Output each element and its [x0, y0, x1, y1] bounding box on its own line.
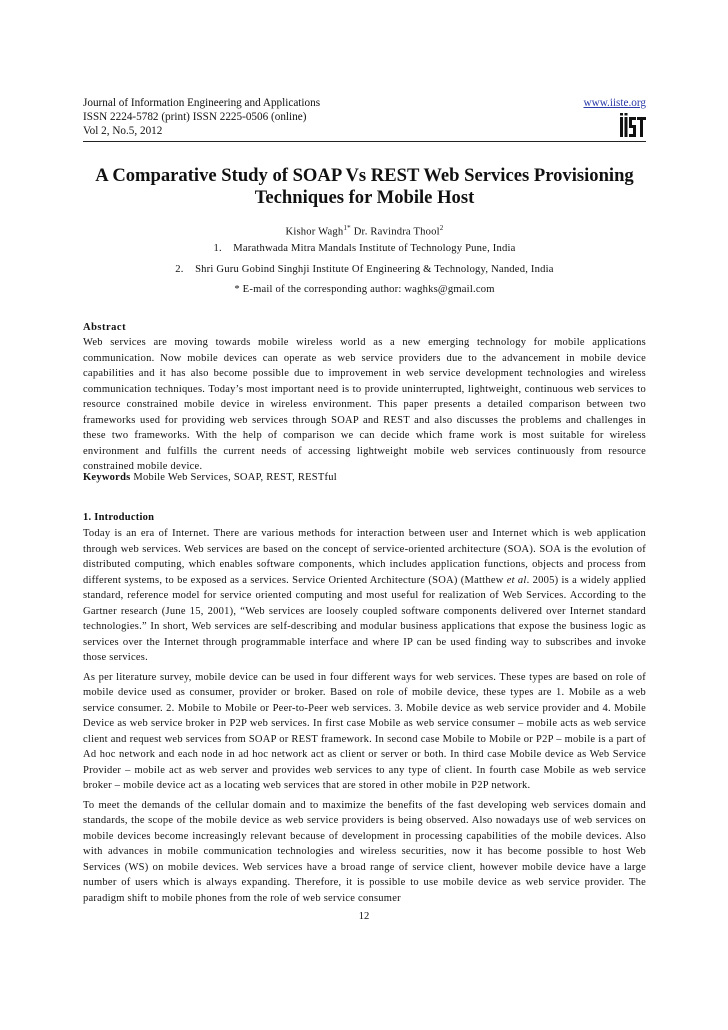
keywords-text: Mobile Web Services, SOAP, REST, RESTful	[130, 472, 337, 483]
keywords-label: Keywords	[83, 472, 131, 483]
affiliation-2	[83, 263, 646, 277]
author-2: Dr. Ravindra Thool	[353, 226, 440, 238]
affiliation-1-number: 1.	[213, 243, 222, 254]
journal-name: Journal of Information Engineering and Applications	[83, 97, 321, 109]
paper-title-line-1: A Comparative Study of SOAP Vs REST Web Services Provisioning	[95, 165, 634, 186]
affiliation-1	[83, 242, 646, 256]
abstract-heading: Abstract	[83, 322, 127, 333]
paper-title-line-2: Techniques for Mobile Host	[254, 187, 475, 208]
abstract-body: Web services are moving towards mobile wireless world as a new emerging technology for mobile applications communication. Now mobile devices can operate as web service providers due to the advancement in mobile device capabilities and it has also become possible due to improvement in web service development technologies and wireless communication techniques. Today’s most important need is to provide uninterrupted, lightweight, continuous web services to resource constrained mobile device in wireless environment. This paper presents a detailed comparison between two frameworks used for providing web services through SOAP and REST and also discusses the problems and challenges in these two frameworks. With the help of comparison we can decide which frame work is most suitable for wireless environment and fulfills the current needs of accessing lightweight mobile web services continuously from resource constrained mobile device.	[83, 337, 646, 472]
affiliation-2-text: Shri Guru Gobind Singhji Institute Of Engineering & Technology, Nanded, India	[195, 264, 554, 275]
iiste-logo-icon	[620, 113, 646, 137]
intro-paragraph-2: As per literature survey, mobile device can be used in four different ways for web services. These types are based on role of mobile device used as consumer, provider or broker. Based on role of mobile device, these types are 1. Mobile as a web service consumer. 2. Mobile to Mobile or Peer-to-Peer web services. 3. Mobile device as web service provider and 4. Mobile Device as web service broker in P2P web services. In first case Mobile as web service consumer – mobile acts as web service client and request web services from SOAP or REST framework. In second case Mobile to Mobile or P2P – mobile is a part of Ad hoc network and each node in ad hoc network act as client or server or both. In third case Mobile device as Web Service Provider – mobile act as web server and provides web services to any type of client. In fourth case Mobile as web service broker – mobile device act as a locating web services that are stored in other mobile in P2P network.	[83, 671, 646, 791]
intro-paragraph-1	[83, 526, 646, 666]
author-1-mark: 1*	[343, 224, 351, 232]
affiliation-2-number: 2.	[175, 264, 184, 275]
author-list	[83, 221, 646, 240]
intro-p1-part-a: Today is an era of Internet. There are various methods for interaction between user and Internet which is web application through web services. Web services are based on the concept of service-oriented architecture (SOA). SOA is the evolution of distributed computing, which enables software components, which includes application functions, objects and process from different systems, to be exposed as a services. Service Oriented Architecture (SOA) (Matthew	[83, 528, 646, 586]
author-2-mark: 2	[439, 224, 444, 232]
page-number: 12	[358, 911, 370, 922]
header-divider	[83, 141, 646, 142]
affiliation-1-text: Marathwada Mitra Mandals Institute of Technology Pune, India	[233, 243, 516, 254]
intro-p1-part-b: . 2005) is a widely applied standard, reference model for service oriented computing and most useful for realization of Web Services. According to the Gartner research (June 15, 2001), “Web services are loosely coupled software components delivered over Internet standard technologies.” In short, Web services are self-describing and modular business applications that expose the business logic as services over the Internet through programmable interface and where IP can be used finding way to subscribes and invoke those services.	[83, 574, 646, 663]
author-1: Kishor Wagh	[285, 226, 344, 238]
corresponding-email: * E-mail of the corresponding author: waghks@gmail.com	[234, 284, 495, 295]
journal-issn: ISSN 2224-5782 (print) ISSN 2225-0506 (online)	[83, 111, 307, 123]
intro-paragraph-3: To meet the demands of the cellular domain and to maximize the benefits of the fast developing web services domain and standards, the scope of the mobile device as web service providers is being observed. Also nowadays use of web services on mobile devices become increasingly relevant because of development in processing capabilities of the mobile devices. Also with advances in mobile communication technologies and wireless securities, now it has become possible to host Web Services (WS) on mobile devices. Web services have a broad range of service client, however mobile device have a large number of users which is always expanding. Therefore, it is possible to use mobile device as web service provider. The paradigm shift to mobile phones from the role of web service consumer	[83, 799, 646, 904]
paper-title	[83, 165, 646, 209]
keywords-line	[83, 470, 646, 486]
journal-header	[83, 96, 646, 138]
journal-volume: Vol 2, No.5, 2012	[83, 125, 163, 137]
journal-url-link[interactable]: www.iiste.org	[583, 97, 646, 109]
section-heading-introduction: 1. Introduction	[83, 512, 155, 523]
introduction-body	[83, 526, 646, 910]
intro-p1-italic: et al	[506, 574, 527, 586]
